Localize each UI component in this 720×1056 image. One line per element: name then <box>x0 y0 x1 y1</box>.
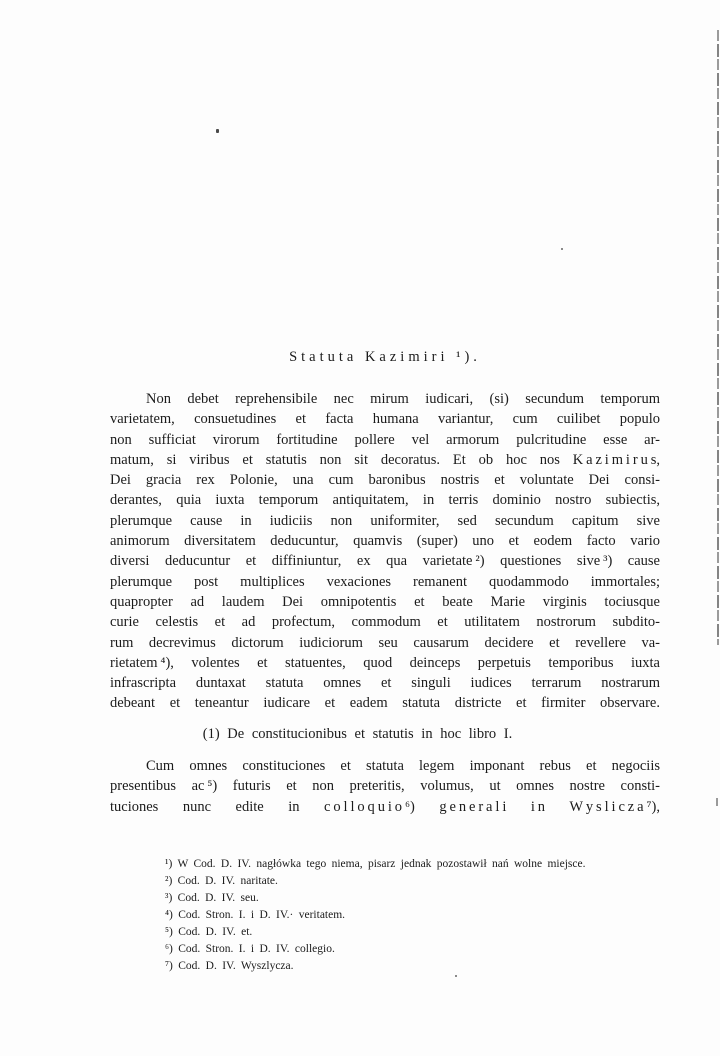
text-line: ³) Cod. D. IV. seu. <box>165 892 259 904</box>
text-line: matum, si viribus et statutis non sit decoratus. Et ob hoc nos K a z i m i r u s, <box>110 451 660 468</box>
text-line: rietatem ⁴), volentes et statuentes, quod deinceps perpetuis temporibus iuxta <box>110 654 660 671</box>
text-line: tuciones nunc edite in c o l l o q u i o ⁶) g e n e r a l i i n W y s l i c z a ⁷), <box>110 798 660 815</box>
text-line: plerumque post multiplices vexaciones remanent quodammodo immortales; <box>110 573 660 590</box>
document-title: Statuta Kazimiri ¹). <box>289 349 481 365</box>
text-line: ¹) W Cod. D. IV. nagłówka tego niema, pisarz jednak pozostawił nań wolne miejsce. <box>165 858 586 870</box>
text-line: ⁵) Cod. D. IV. et. <box>165 926 253 938</box>
text-line: ⁶) Cod. Stron. I. i D. IV. collegio. <box>165 943 335 955</box>
text-line: quapropter ad laudem Dei omnipotentis et beate Marie virginis tociusque <box>110 593 660 610</box>
scan-speck <box>455 975 457 977</box>
text-line: debeant et teneantur iudicare et eadem statuta districte et firmiter observare. <box>110 695 660 712</box>
text-line: plerumque cause in iudiciis non uniformiter, sed secundum capitum sive <box>110 512 660 529</box>
text-line: non sufficiat virorum fortitudine pollere vel armorum pulcritudine esse ar- <box>110 431 660 448</box>
text-line: rum decrevimus dictorum iudiciorum seu causarum decidere et revellere va- <box>110 634 660 651</box>
text-line: infrascripta duntaxat statuta omnes et singuli iudices terrarum nostrarum <box>110 675 660 692</box>
text-line: derantes, quia iuxta temporum antiquitatem, in terris dominio nostro subiectis, <box>110 492 660 509</box>
text-line: animorum diversitatem deducuntur, quamvis (super) uno et eodem facto vario <box>110 533 660 550</box>
text-line: diversi deducuntur et diffiniuntur, ex qua varietate ²) questiones sive ³) cause <box>110 553 660 570</box>
text-line: Dei gracia rex Polonie, una cum baronibus nostris et voluntate Dei consi- <box>110 472 660 489</box>
text-line: ⁴) Cod. Stron. I. i D. IV.· veritatem. <box>165 909 346 921</box>
scan-edge-line <box>717 30 719 645</box>
text-line: ⁷) Cod. D. IV. Wyszlycza. <box>165 960 294 972</box>
scan-speck <box>216 129 219 133</box>
text-line: presentibus ac ⁵) futuris et non preteritis, volumus, ut omnes nostre consti- <box>110 778 660 795</box>
paragraph-1 <box>110 389 660 714</box>
text-line: Non debet reprehensibile nec mirum iudicari, (si) secundum temporum <box>146 391 660 407</box>
scan-edge-dash <box>716 798 718 806</box>
footnotes <box>165 856 665 975</box>
text-line: curie celestis et ad profectum, commodum et utilitatem nostrorum subdito- <box>110 614 660 631</box>
section-heading: (1) De constitucionibus et statutis in hoc libro I. <box>202 726 513 742</box>
scan-speck <box>561 248 563 250</box>
text-line: varietatem, consuetudines et facta humana variantur, cum cuilibet populo <box>110 411 660 428</box>
text-line: Cum omnes constituciones et statuta legem imponant rebus et negociis <box>146 758 660 774</box>
paragraph-2 <box>110 756 660 817</box>
text-line: ²) Cod. D. IV. naritate. <box>165 875 278 887</box>
